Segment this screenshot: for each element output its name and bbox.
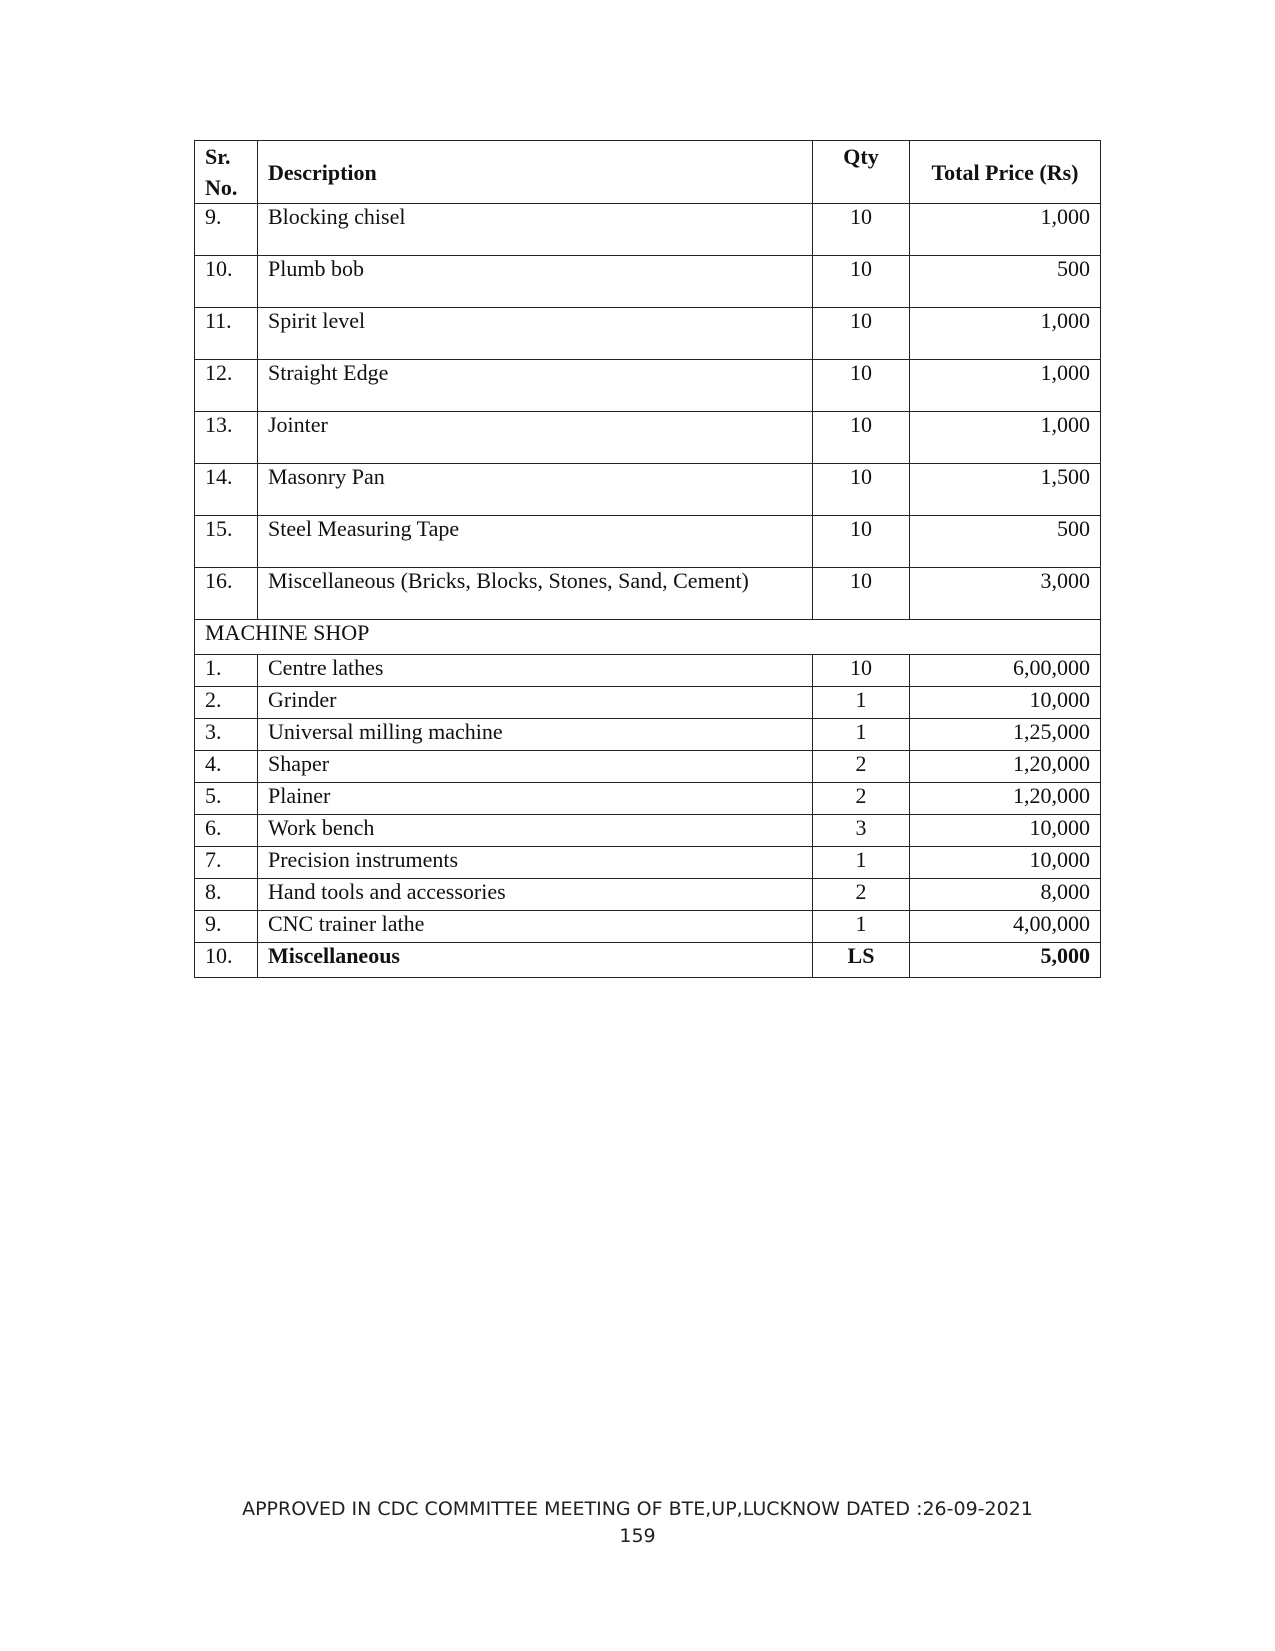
table-row: [195, 655, 1101, 687]
cell-description: Steel Measuring Tape: [258, 516, 813, 568]
table-row: [195, 719, 1101, 751]
cell-description: Blocking chisel: [258, 204, 813, 256]
cell-sr-no: 12.: [195, 360, 258, 412]
cell-price: 10,000: [910, 847, 1101, 879]
table-row: [195, 911, 1101, 943]
table-row: [195, 879, 1101, 911]
cell-description: Masonry Pan: [258, 464, 813, 516]
cell-sr-no: 5.: [195, 783, 258, 815]
cell-description: Shaper: [258, 751, 813, 783]
cell-description: Miscellaneous: [258, 943, 813, 978]
cell-sr-no: 10.: [195, 943, 258, 978]
cell-sr-no: 14.: [195, 464, 258, 516]
table-row: [195, 204, 1101, 256]
cell-price: 5,000: [910, 943, 1101, 978]
table-row: [195, 256, 1101, 308]
cell-qty: 1: [813, 847, 910, 879]
cell-description: Universal milling machine: [258, 719, 813, 751]
cell-qty: 2: [813, 879, 910, 911]
cell-description: Plumb bob: [258, 256, 813, 308]
table-row: [195, 687, 1101, 719]
cell-price: 1,20,000: [910, 783, 1101, 815]
cell-price: 1,500: [910, 464, 1101, 516]
cell-qty: 10: [813, 412, 910, 464]
cell-description: Spirit level: [258, 308, 813, 360]
cell-qty: 10: [813, 568, 910, 620]
cell-sr-no: 8.: [195, 879, 258, 911]
cell-description: Miscellaneous (Bricks, Blocks, Stones, Sand, Cement): [258, 568, 813, 620]
cell-sr-no: 9.: [195, 204, 258, 256]
cell-description: Straight Edge: [258, 360, 813, 412]
header-sr-no: Sr. No.: [195, 141, 258, 204]
cell-qty: 10: [813, 464, 910, 516]
cell-qty: 10: [813, 256, 910, 308]
cell-sr-no: 11.: [195, 308, 258, 360]
section-title-machine-shop: MACHINE SHOP: [195, 620, 1101, 655]
cell-sr-no: 10.: [195, 256, 258, 308]
cell-price: 4,00,000: [910, 911, 1101, 943]
header-total-price: Total Price (Rs): [910, 141, 1101, 204]
cell-price: 1,000: [910, 204, 1101, 256]
cell-sr-no: 7.: [195, 847, 258, 879]
cell-qty: 10: [813, 360, 910, 412]
cell-qty: 3: [813, 815, 910, 847]
cell-price: 500: [910, 256, 1101, 308]
cell-description: Centre lathes: [258, 655, 813, 687]
cell-sr-no: 13.: [195, 412, 258, 464]
cell-qty: 2: [813, 751, 910, 783]
page-footer: [0, 1496, 1275, 1550]
cell-description: Hand tools and accessories: [258, 879, 813, 911]
cell-sr-no: 15.: [195, 516, 258, 568]
cell-sr-no: 2.: [195, 687, 258, 719]
cell-price: 1,000: [910, 308, 1101, 360]
table-row: [195, 568, 1101, 620]
page-number: 159: [619, 1525, 656, 1547]
cell-price: 1,000: [910, 360, 1101, 412]
cell-qty: LS: [813, 943, 910, 978]
cell-description: CNC trainer lathe: [258, 911, 813, 943]
cell-price: 10,000: [910, 687, 1101, 719]
cell-qty: 10: [813, 516, 910, 568]
approval-note: APPROVED IN CDC COMMITTEE MEETING OF BTE,UP,LUCKNOW DATED :26-09-2021: [242, 1498, 1033, 1520]
header-description: Description: [258, 141, 813, 204]
table-row: [195, 308, 1101, 360]
table-header-row: [195, 141, 1101, 204]
cell-qty: 1: [813, 687, 910, 719]
cell-qty: 1: [813, 719, 910, 751]
cell-qty: 10: [813, 308, 910, 360]
cell-price: 10,000: [910, 815, 1101, 847]
cell-price: 1,25,000: [910, 719, 1101, 751]
cell-price: 6,00,000: [910, 655, 1101, 687]
section-row: [195, 620, 1101, 655]
cell-sr-no: 6.: [195, 815, 258, 847]
cell-qty: 10: [813, 655, 910, 687]
cell-qty: 10: [813, 204, 910, 256]
table-row: [195, 783, 1101, 815]
header-qty: Qty: [813, 141, 910, 204]
cell-description: Precision instruments: [258, 847, 813, 879]
cell-qty: 2: [813, 783, 910, 815]
table-row: [195, 516, 1101, 568]
table-row: [195, 751, 1101, 783]
table-row: [195, 943, 1101, 978]
cell-price: 1,20,000: [910, 751, 1101, 783]
cell-description: Plainer: [258, 783, 813, 815]
cell-price: 8,000: [910, 879, 1101, 911]
cell-description: Work bench: [258, 815, 813, 847]
table-row: [195, 464, 1101, 516]
cell-price: 500: [910, 516, 1101, 568]
cell-sr-no: 9.: [195, 911, 258, 943]
cell-sr-no: 1.: [195, 655, 258, 687]
table-row: [195, 815, 1101, 847]
table-row: [195, 412, 1101, 464]
cell-sr-no: 4.: [195, 751, 258, 783]
table-row: [195, 847, 1101, 879]
cell-price: 1,000: [910, 412, 1101, 464]
cell-price: 3,000: [910, 568, 1101, 620]
cell-description: Grinder: [258, 687, 813, 719]
cell-sr-no: 3.: [195, 719, 258, 751]
cell-sr-no: 16.: [195, 568, 258, 620]
cell-qty: 1: [813, 911, 910, 943]
table-row: [195, 360, 1101, 412]
equipment-cost-table: [194, 140, 1101, 978]
cell-description: Jointer: [258, 412, 813, 464]
